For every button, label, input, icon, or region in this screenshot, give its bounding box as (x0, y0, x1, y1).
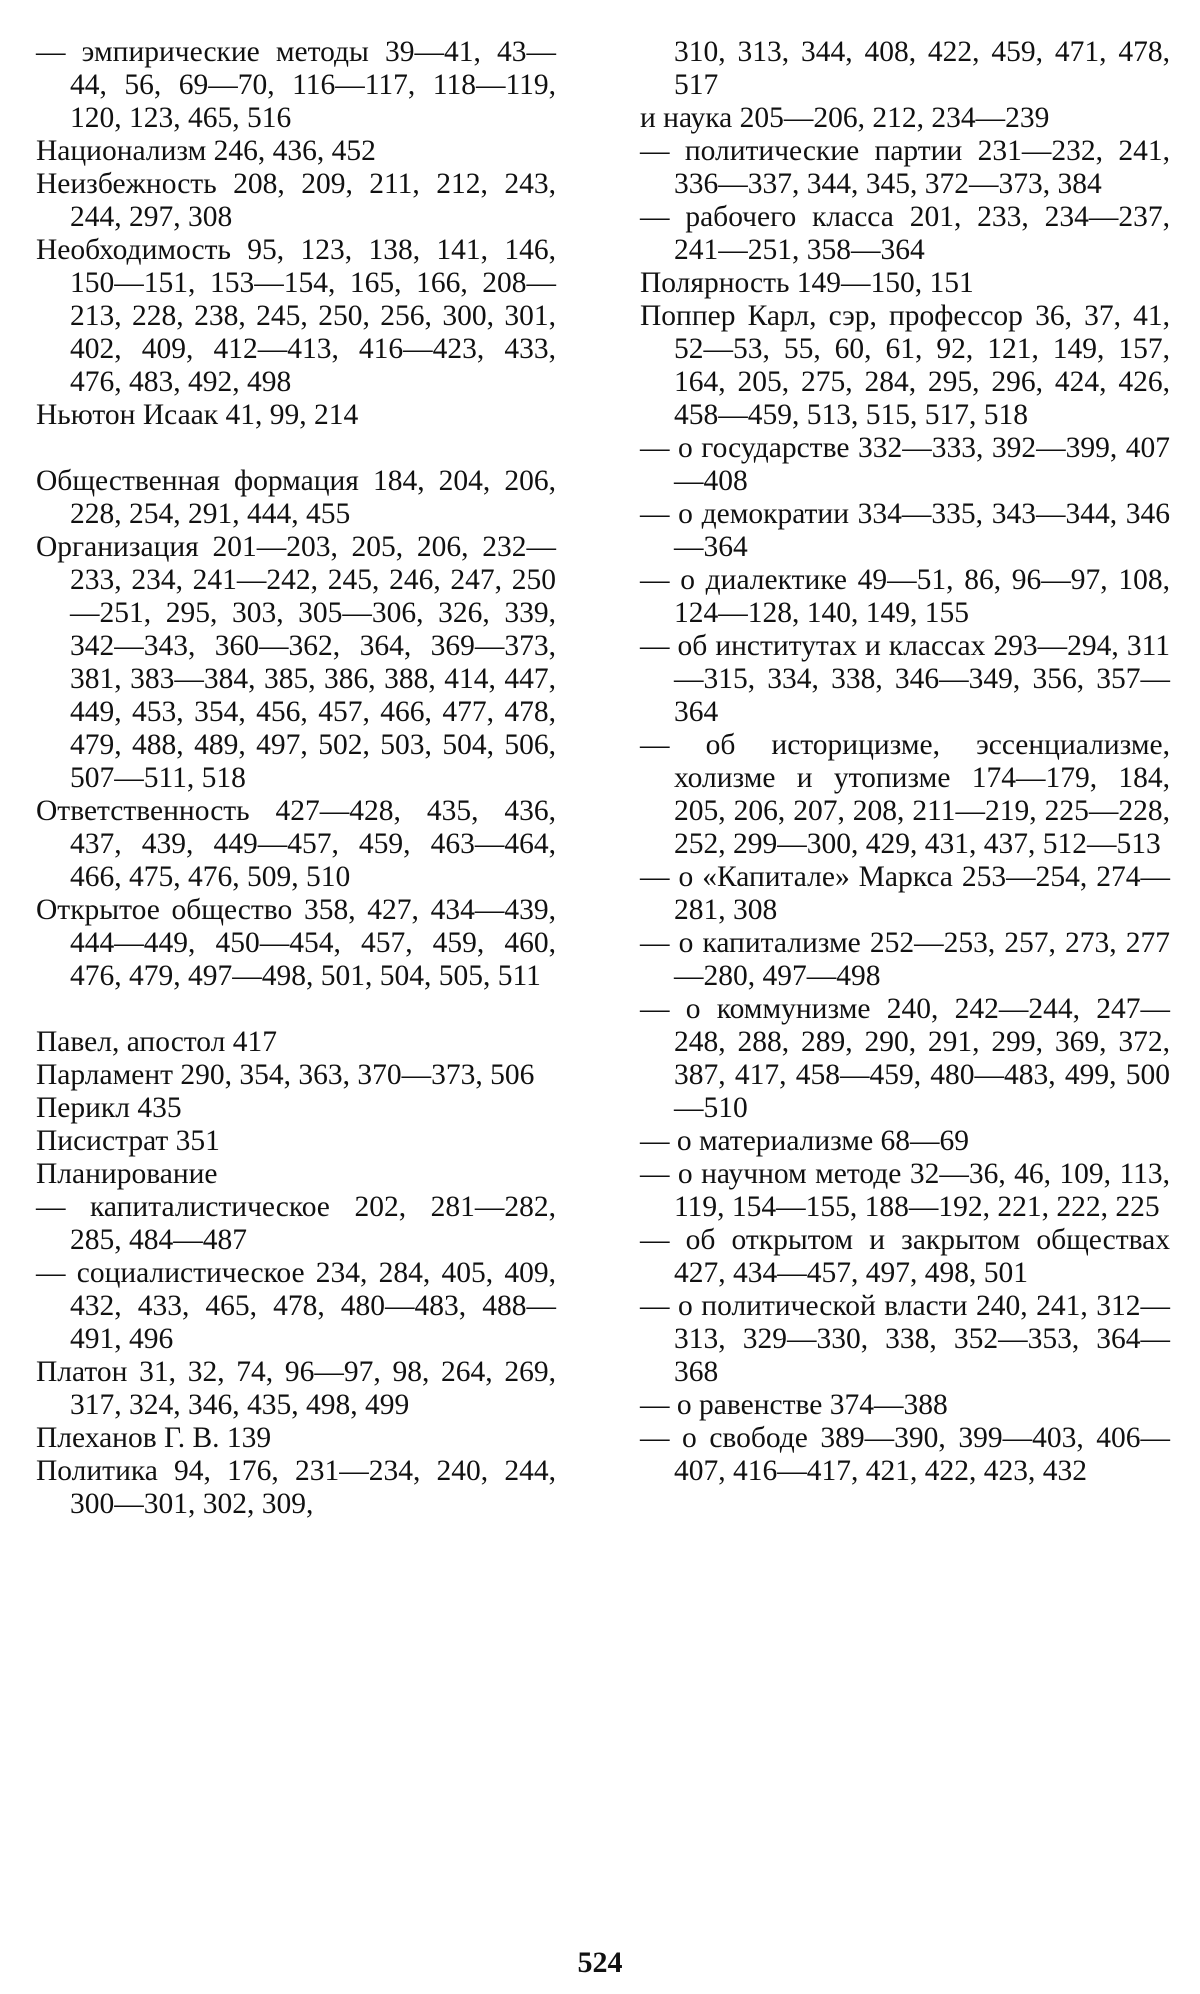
index-entry: Планирование (36, 1158, 218, 1190)
index-entry: — о государстве 332—333, 392—399, 407—408 (640, 432, 1170, 497)
index-entry: Перикл 435 (36, 1092, 182, 1124)
index-entry: Полярность 149—150, 151 (640, 267, 974, 299)
index-entry: Открытое общество 358, 427, 434—439, 444—449, 450—454, 457, 459, 460, 476, 479, 497—498, 501, 504, 505, 511 (36, 894, 556, 992)
index-column-right (640, 36, 1170, 1488)
index-entry: — эмпирические методы 39—41, 43—44, 56, 69—70, 116—117, 118—119, 120, 123, 465, 516 (36, 36, 556, 134)
index-entry: Плеханов Г. В. 139 (36, 1422, 272, 1454)
index-entry: Павел, апостол 417 (36, 1026, 277, 1058)
index-entry: — об институтах и классах 293—294, 311—315, 334, 338, 346—349, 356, 357—364 (640, 630, 1170, 728)
index-entry: Политика 94, 176, 231—234, 240, 244, 300—301, 302, 309, (36, 1455, 556, 1520)
index-entry: 310, 313, 344, 408, 422, 459, 471, 478, 517 (674, 36, 1170, 101)
index-entry: — о научном методе 32—36, 46, 109, 113, 119, 154—155, 188—192, 221, 222, 225 (640, 1158, 1170, 1223)
index-entry: — о политической власти 240, 241, 312—313, 329—330, 338, 352—353, 364—368 (640, 1290, 1170, 1388)
index-entry: Ньютон Исаак 41, 99, 214 (36, 399, 359, 431)
index-entry: Поппер Карл, сэр, профессор 36, 37, 41, 52—53, 55, 60, 61, 92, 121, 149, 157, 164, 205, 275, 284, 295, 296, 424, 426, 458—459, 513, 515, 517, 518 (640, 300, 1170, 431)
index-entry: — о «Капитале» Маркса 253—254, 274—281, 308 (640, 861, 1170, 926)
index-entry: — политические партии 231—232, 241, 336—337, 344, 345, 372—373, 384 (640, 135, 1170, 200)
index-entry: Платон 31, 32, 74, 96—97, 98, 264, 269, 317, 324, 346, 435, 498, 499 (36, 1356, 556, 1421)
index-column-left (36, 36, 556, 1521)
index-entry: Неизбежность 208, 209, 211, 212, 243, 244, 297, 308 (36, 168, 556, 233)
index-entry: Парламент 290, 354, 363, 370—373, 506 (36, 1059, 535, 1091)
index-entry: — о свободе 389—390, 399—403, 406—407, 416—417, 421, 422, 423, 432 (640, 1422, 1170, 1487)
section-gap (36, 432, 556, 465)
index-entry: — о диалектике 49—51, 86, 96—97, 108, 124—128, 140, 149, 155 (640, 564, 1170, 629)
index-entry: — рабочего класса 201, 233, 234—237, 241—251, 358—364 (640, 201, 1170, 266)
index-entry: — социалистическое 234, 284, 405, 409, 432, 433, 465, 478, 480—483, 488—491, 496 (36, 1257, 556, 1355)
index-entry: — об историцизме, эссенциализме, холизме и утопизме 174—179, 184, 205, 206, 207, 208, 211—219, 225—228, 252, 299—300, 429, 431, 437, 512—513 (640, 729, 1170, 860)
index-entry: Национализм 246, 436, 452 (36, 135, 376, 167)
index-entry: — о коммунизме 240, 242—244, 247—248, 288, 289, 290, 291, 299, 369, 372, 387, 417, 458—459, 480—483, 499, 500—510 (640, 993, 1170, 1124)
index-entry: — о капитализме 252—253, 257, 273, 277—280, 497—498 (640, 927, 1170, 992)
index-entry: Необходимость 95, 123, 138, 141, 146, 150—151, 153—154, 165, 166, 208—213, 228, 238, 245, 250, 256, 300, 301, 402, 409, 412—413, 416—423, 433, 476, 483, 492, 498 (36, 234, 556, 398)
index-entry: Общественная формация 184, 204, 206, 228, 254, 291, 444, 455 (36, 465, 556, 530)
index-entry: — о демократии 334—335, 343—344, 346—364 (640, 498, 1170, 563)
index-entry: — о равенстве 374—388 (640, 1389, 948, 1421)
index-entry: Организация 201—203, 205, 206, 232—233, 234, 241—242, 245, 246, 247, 250—251, 295, 303, 305—306, 326, 339, 342—343, 360—362, 364, 369—373, 381, 383—384, 385, 386, 388, 414, 447, 449, 453, 354, 456, 457, 466, 477, 478, 479, 488, 489, 497, 502, 503, 504, 506, 507—511, 518 (36, 531, 556, 794)
index-entry: — капиталистическое 202, 281—282, 285, 484—487 (36, 1191, 556, 1256)
page-number: 524 (577, 1946, 623, 1979)
index-entry: Ответственность 427—428, 435, 436, 437, 439, 449—457, 459, 463—464, 466, 475, 476, 509, 510 (36, 795, 556, 893)
section-gap (36, 993, 556, 1026)
index-entry: — об открытом и закрытом обществах 427, 434—457, 497, 498, 501 (640, 1224, 1170, 1289)
index-entry: и наука 205—206, 212, 234—239 (640, 102, 1050, 134)
index-entry: Писистрат 351 (36, 1125, 220, 1157)
index-entry: — о материализме 68—69 (640, 1125, 970, 1157)
